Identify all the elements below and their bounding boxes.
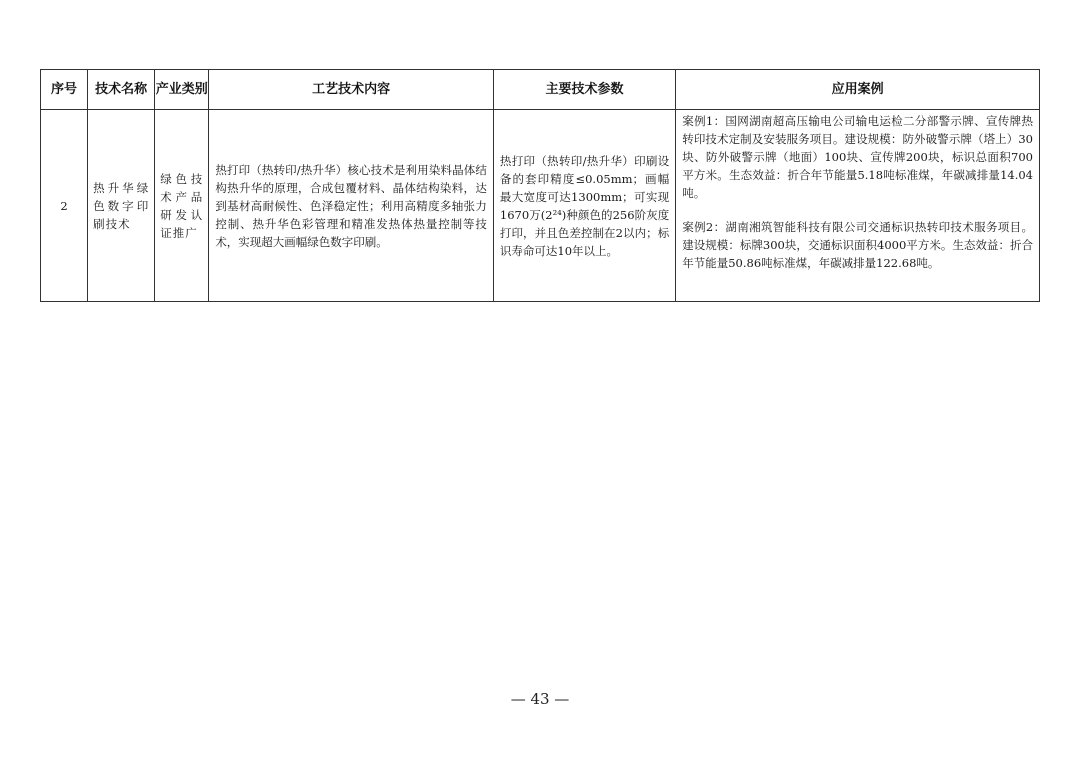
header-technology-name: 技术名称 xyxy=(88,70,155,110)
cell-process-content: 热打印（热转印/热升华）核心技术是利用染料晶体结构热升华的原理，合成包覆材料、晶体结构染料，达到基材高耐候性、色泽稳定性；利用高精度多轴张力控制、热升华色彩管理和精准发热体热量控制等技术，实现超大画幅绿色数字印刷。 xyxy=(209,110,494,302)
cell-technical-parameters: 热打印（热转印/热升华）印刷设备的套印精度≤0.05mm；画幅最大宽度可达1300mm；可实现1670万(2²⁴)种颜色的256阶灰度打印，并且色差控制在2以内；标识寿命可达10年以上。 xyxy=(493,110,675,302)
cell-serial-number: 2 xyxy=(41,110,88,302)
header-process-content: 工艺技术内容 xyxy=(209,70,494,110)
technology-table xyxy=(40,69,1040,302)
table-body xyxy=(41,110,1040,302)
table-header xyxy=(41,70,1040,110)
header-technical-parameters: 主要技术参数 xyxy=(493,70,675,110)
case-spacer xyxy=(682,202,1033,218)
cell-technology-name: 热升华绿色数字印刷技术 xyxy=(88,110,155,302)
header-row xyxy=(41,70,1040,110)
header-serial-number: 序号 xyxy=(41,70,88,110)
application-case-1: 案例1：国网湖南超高压输电公司输电运检二分部警示牌、宣传牌热转印技术定制及安装服务项目。建设规模：防外破警示牌（塔上）30块、防外破警示牌（地面）100块、宣传牌200块，标识总面积700平方米。生态效益：折合年节能量5.18吨标准煤，年碳减排量14.04吨。 xyxy=(682,114,1033,200)
cell-application-cases xyxy=(676,110,1040,302)
table-row xyxy=(41,110,1040,302)
header-industry-category: 产业类别 xyxy=(155,70,209,110)
page-number: — 43 — xyxy=(510,690,570,708)
header-application-cases: 应用案例 xyxy=(676,70,1040,110)
cell-industry-category: 绿色技术产品研发认证推广 xyxy=(155,110,209,302)
application-case-2: 案例2：湖南湘筑智能科技有限公司交通标识热转印技术服务项目。建设规模：标牌300块，交通标识面积4000平方米。生态效益：折合年节能量50.86吨标准煤，年碳减排量122.68吨。 xyxy=(682,220,1033,270)
